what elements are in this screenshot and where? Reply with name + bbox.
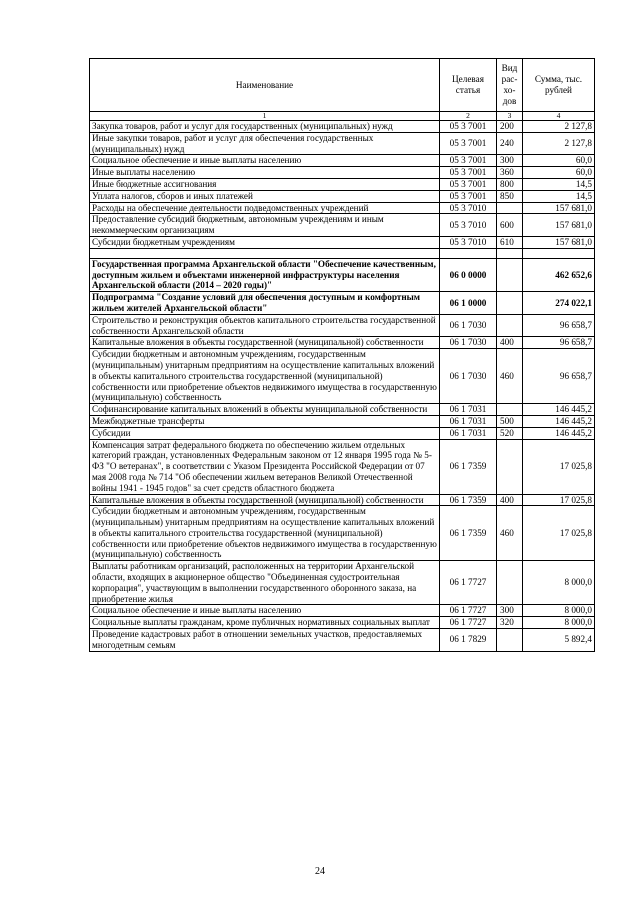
row-name: Субсидии — [90, 427, 440, 439]
row-name: Иные закупки товаров, работ и услуг для обеспечения государственных (муниципальных) нужд — [90, 132, 440, 155]
row-expense-type: 850 — [497, 190, 523, 202]
row-amount: 8 000,0 — [523, 617, 595, 629]
column-number: 2 — [440, 112, 497, 121]
table-row — [90, 190, 595, 202]
row-expense-type: 320 — [497, 617, 523, 629]
row-name: Субсидии бюджетным учреждениям — [90, 236, 440, 248]
row-amount: 17 025,8 — [523, 494, 595, 506]
row-name: Социальное обеспечение и иные выплаты населению — [90, 155, 440, 167]
row-expense-type — [497, 202, 523, 214]
row-target-article: 06 1 7727 — [440, 561, 497, 605]
row-name: Расходы на обеспечение деятельности подведомственных учреждений — [90, 202, 440, 214]
row-target-article — [440, 248, 497, 258]
table-body — [90, 121, 595, 652]
table-row — [90, 629, 595, 652]
row-expense-type — [497, 629, 523, 652]
row-amount: 157 681,0 — [523, 214, 595, 237]
row-expense-type: 360 — [497, 167, 523, 179]
row-name: Софинансирование капитальных вложений в объекты муниципальной собственности — [90, 404, 440, 416]
page-number: 24 — [315, 866, 325, 877]
row-target-article: 05 3 7010 — [440, 214, 497, 237]
spacer-row — [90, 248, 595, 258]
table-row — [90, 427, 595, 439]
table-row — [90, 404, 595, 416]
row-name: Субсидии бюджетным и автономным учреждениям, государственным (муниципальным) унитарным предприятиям на осуществление капитальных вложений в объекты капитального строительства государственной (муниципальной) собственности или приобретение объектов недвижимого имущества в государственную (муниципальную) собственность — [90, 506, 440, 561]
row-expense-type: 200 — [497, 121, 523, 133]
row-amount: 2 127,8 — [523, 132, 595, 155]
column-number: 4 — [523, 112, 595, 121]
row-amount: 157 681,0 — [523, 236, 595, 248]
table-row — [90, 178, 595, 190]
row-name: Государственная программа Архангельской области "Обеспечение качественным, доступным жильем и объектами инженерной инфраструктуры населения Архангельской области (2014 – 2020 годы)" — [90, 258, 440, 291]
row-amount: 96 658,7 — [523, 337, 595, 349]
row-amount: 146 445,2 — [523, 404, 595, 416]
table-row — [90, 605, 595, 617]
row-target-article: 06 1 7829 — [440, 629, 497, 652]
row-target-article: 06 1 7359 — [440, 506, 497, 561]
table-header — [90, 59, 595, 121]
table-row — [90, 258, 595, 291]
row-name — [90, 248, 440, 258]
row-amount: 462 652,6 — [523, 258, 595, 291]
row-target-article: 06 1 7031 — [440, 404, 497, 416]
row-amount: 8 000,0 — [523, 605, 595, 617]
row-target-article: 05 3 7001 — [440, 167, 497, 179]
row-target-article: 06 1 7030 — [440, 337, 497, 349]
row-expense-type — [497, 314, 523, 337]
row-target-article: 06 1 7359 — [440, 494, 497, 506]
row-amount: 60,0 — [523, 167, 595, 179]
row-target-article: 05 3 7001 — [440, 190, 497, 202]
row-name: Иные выплаты населению — [90, 167, 440, 179]
row-expense-type — [497, 439, 523, 494]
row-expense-type: 240 — [497, 132, 523, 155]
table-row — [90, 121, 595, 133]
row-amount: 5 892,4 — [523, 629, 595, 652]
row-target-article: 05 3 7001 — [440, 155, 497, 167]
row-target-article: 06 1 7030 — [440, 314, 497, 337]
header-expense-type: Вид рас- хо- дов — [497, 59, 523, 112]
row-name: Компенсация затрат федерального бюджета по обеспечению жильем отдельных категорий граждан, установленных Федеральным законом от 12 января 1995 года № 5-ФЗ "О ветеранах", в соответствии с Указом Президента Российской Федерации от 07 мая 2008 года № 714 "Об обеспечении жильем ветеранов Великой Отечественной войны 1941 - 1945 годов" за счет средств областного бюджета — [90, 439, 440, 494]
row-expense-type — [497, 561, 523, 605]
row-amount: 60,0 — [523, 155, 595, 167]
row-amount: 17 025,8 — [523, 439, 595, 494]
table-row — [90, 617, 595, 629]
column-number: 3 — [497, 112, 523, 121]
header-name: Наименование — [90, 59, 440, 112]
row-target-article: 05 3 7010 — [440, 236, 497, 248]
row-expense-type: 800 — [497, 178, 523, 190]
row-amount: 157 681,0 — [523, 202, 595, 214]
table-row — [90, 314, 595, 337]
table-row — [90, 349, 595, 404]
row-expense-type: 400 — [497, 337, 523, 349]
column-number-row — [90, 112, 595, 121]
table-row — [90, 439, 595, 494]
row-name: Межбюджетные трансферты — [90, 415, 440, 427]
row-amount: 14,5 — [523, 190, 595, 202]
row-expense-type: 460 — [497, 349, 523, 404]
row-expense-type — [497, 248, 523, 258]
row-amount: 96 658,7 — [523, 314, 595, 337]
row-target-article: 06 1 7031 — [440, 427, 497, 439]
row-amount: 96 658,7 — [523, 349, 595, 404]
table-row — [90, 155, 595, 167]
table-row — [90, 561, 595, 605]
table-row — [90, 132, 595, 155]
row-expense-type: 600 — [497, 214, 523, 237]
row-expense-type: 300 — [497, 605, 523, 617]
row-name: Иные бюджетные ассигнования — [90, 178, 440, 190]
row-target-article: 06 1 7727 — [440, 617, 497, 629]
row-expense-type — [497, 404, 523, 416]
table-row — [90, 506, 595, 561]
row-amount: 274 022,1 — [523, 292, 595, 315]
row-amount: 8 000,0 — [523, 561, 595, 605]
row-target-article: 06 1 7359 — [440, 439, 497, 494]
table-row — [90, 202, 595, 214]
table-row — [90, 494, 595, 506]
row-expense-type — [497, 292, 523, 315]
row-target-article: 06 1 7030 — [440, 349, 497, 404]
row-name: Строительство и реконструкция объектов капитального строительства государственной собственности Архангельской области — [90, 314, 440, 337]
row-amount: 2 127,8 — [523, 121, 595, 133]
row-target-article: 05 3 7001 — [440, 121, 497, 133]
row-name: Закупка товаров, работ и услуг для государственных (муниципальных) нужд — [90, 121, 440, 133]
row-amount — [523, 248, 595, 258]
row-name: Выплаты работникам организаций, расположенных на территории Архангельской области, входящих в акционерное общество "Объединенная судостроительная корпорация", участвующим в выполнении государственного оборонного заказа, на приобретение жилья — [90, 561, 440, 605]
row-name: Уплата налогов, сборов и иных платежей — [90, 190, 440, 202]
row-expense-type: 520 — [497, 427, 523, 439]
row-amount: 146 445,2 — [523, 415, 595, 427]
row-name: Социальное обеспечение и иные выплаты населению — [90, 605, 440, 617]
row-expense-type: 500 — [497, 415, 523, 427]
row-name: Капитальные вложения в объекты государственной (муниципальной) собственности — [90, 494, 440, 506]
row-name: Предоставление субсидий бюджетным, автономным учреждениям и иным некоммерческим организациям — [90, 214, 440, 237]
row-expense-type: 460 — [497, 506, 523, 561]
row-target-article: 05 3 7001 — [440, 132, 497, 155]
header-amount: Сумма, тыс. рублей — [523, 59, 595, 112]
column-number: 1 — [90, 112, 440, 121]
row-name: Капитальные вложения в объекты государственной (муниципальной) собственности — [90, 337, 440, 349]
table-row — [90, 337, 595, 349]
row-name: Субсидии бюджетным и автономным учреждениям, государственным (муниципальным) унитарным предприятиям на осуществление капитальных вложений в объекты капитального строительства государственной (муниципальной) собственности или приобретение объектов недвижимого имущества в государственную (муниципальную) собственность — [90, 349, 440, 404]
budget-table — [89, 58, 595, 652]
row-target-article: 06 0 0000 — [440, 258, 497, 291]
header-row — [90, 59, 595, 112]
row-amount: 17 025,8 — [523, 506, 595, 561]
table-row — [90, 214, 595, 237]
row-name: Социальные выплаты гражданам, кроме публичных нормативных социальных выплат — [90, 617, 440, 629]
row-amount: 14,5 — [523, 178, 595, 190]
table-row — [90, 167, 595, 179]
row-target-article: 06 1 0000 — [440, 292, 497, 315]
row-amount: 146 445,2 — [523, 427, 595, 439]
table-row — [90, 292, 595, 315]
row-name: Подпрограмма "Создание условий для обеспечения доступным и комфортным жильем жителей Архангельской области" — [90, 292, 440, 315]
row-target-article: 06 1 7031 — [440, 415, 497, 427]
row-name: Проведение кадастровых работ в отношении земельных участков, предоставляемых многодетным семьям — [90, 629, 440, 652]
row-expense-type: 400 — [497, 494, 523, 506]
row-target-article: 06 1 7727 — [440, 605, 497, 617]
row-target-article: 05 3 7010 — [440, 202, 497, 214]
table-row — [90, 415, 595, 427]
row-target-article: 05 3 7001 — [440, 178, 497, 190]
row-expense-type: 610 — [497, 236, 523, 248]
row-expense-type — [497, 258, 523, 291]
row-expense-type: 300 — [497, 155, 523, 167]
header-target-article: Целевая статья — [440, 59, 497, 112]
table-row — [90, 236, 595, 248]
